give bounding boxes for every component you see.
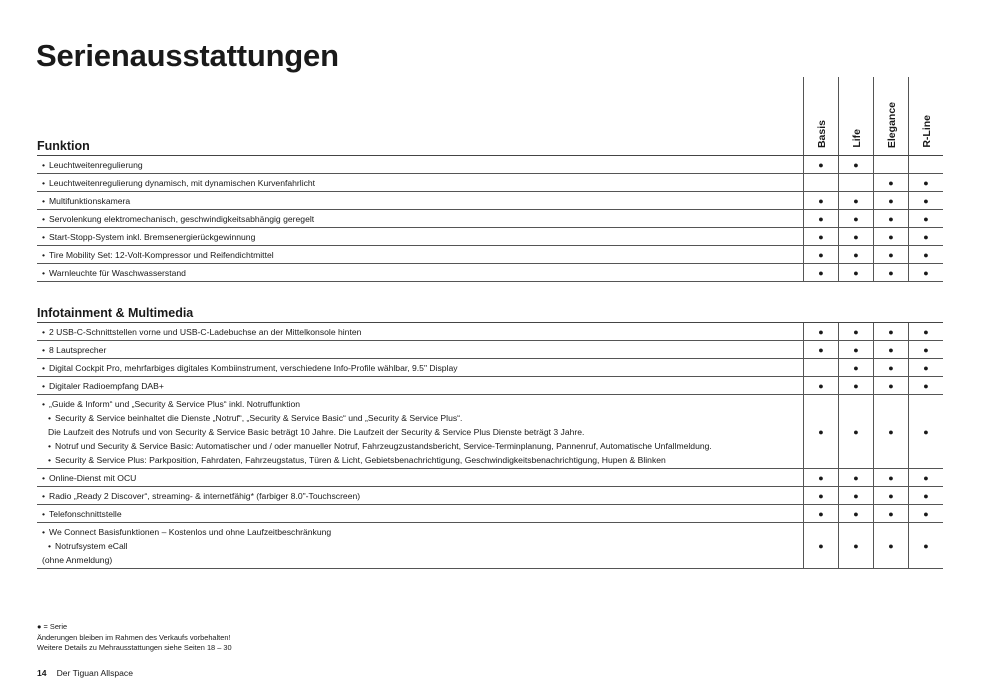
dot-icon: ●: [888, 231, 894, 242]
feature-cell: [37, 523, 803, 568]
table-row: [37, 469, 943, 487]
availability-cell: [908, 228, 943, 245]
footnote: [37, 622, 232, 654]
availability-cell: [908, 487, 943, 504]
availability-cell: [838, 377, 873, 394]
feature-cell: [37, 359, 803, 376]
table-row: [37, 377, 943, 395]
feature-cell: [37, 192, 803, 209]
availability-cell: [908, 192, 943, 209]
column-header-life: Life: [850, 129, 863, 148]
dot-icon: ●: [888, 326, 894, 337]
feature-cell: [37, 174, 803, 191]
dot-icon: ●: [853, 540, 859, 551]
availability-cell: [873, 323, 908, 340]
availability-cell: [873, 523, 908, 568]
table-row: [37, 228, 943, 246]
feature-cell: [37, 156, 803, 173]
bullet-icon: •: [42, 473, 46, 483]
dot-icon: ●: [888, 472, 894, 483]
availability-cell: [803, 359, 838, 376]
feature-cell: [37, 395, 803, 468]
availability-cell: [803, 210, 838, 227]
feature-text: Online-Dienst mit OCU: [49, 473, 137, 483]
footnote-reference: Weitere Details zu Mehrausstattungen siehe Seiten 18 – 30: [37, 643, 232, 652]
feature-text: 2 USB-C-Schnittstellen vorne und USB-C-Ladebuchse an der Mittelkonsole hinten: [49, 327, 362, 337]
availability-cell: [873, 174, 908, 191]
feature-line: [37, 453, 803, 467]
availability-cell: [838, 395, 873, 468]
feature-cell: [37, 210, 803, 227]
feature-cell: [37, 246, 803, 263]
availability-cell: [873, 264, 908, 281]
dot-icon: ●: [853, 344, 859, 355]
feature-cell: [37, 323, 803, 340]
dot-icon: ●: [853, 231, 859, 242]
table-row: [37, 523, 943, 569]
availability-cell: [908, 156, 943, 173]
availability-cell: [908, 246, 943, 263]
availability-cell: [803, 228, 838, 245]
dot-icon: ●: [37, 622, 42, 631]
feature-text: Leuchtweitenregulierung dynamisch, mit dynamischen Kurvenfahrlicht: [49, 178, 316, 188]
dot-icon: ●: [818, 472, 824, 483]
availability-cell: [803, 341, 838, 358]
dot-icon: ●: [818, 267, 824, 278]
availability-cell: [873, 156, 908, 173]
dot-icon: ●: [818, 159, 824, 170]
availability-cell: [873, 505, 908, 522]
availability-cell: [908, 523, 943, 568]
table-row: [37, 395, 943, 469]
feature-text: Notruf und Security & Service Basic: Automatischer und / oder manueller Notruf, Fahrzeugzustandsbericht, Service-Terminplanung, Pannenruf, Automatische Unfallmeldung.: [55, 441, 712, 451]
availability-cell: [908, 323, 943, 340]
feature-text: Security & Service Plus: Parkposition, Fahrdaten, Fahrzeugstatus, Türen & Licht, Gebietsbenachrichtigung, Geschwindigkeitsbenachrichtigung, Hupen & Blinken: [55, 455, 666, 465]
feature-text: (ohne Anmeldung): [42, 555, 113, 565]
feature-line: [37, 397, 803, 411]
bullet-icon: •: [42, 527, 46, 537]
bullet-icon: •: [42, 178, 46, 188]
table-row: [37, 174, 943, 192]
table-row: [37, 192, 943, 210]
dot-icon: ●: [888, 344, 894, 355]
availability-cell: [803, 174, 838, 191]
feature-line: [37, 212, 803, 226]
dot-icon: ●: [923, 362, 929, 373]
bullet-icon: •: [42, 399, 46, 409]
feature-line: [37, 158, 803, 172]
section-rows: [37, 323, 943, 569]
feature-text: Notrufsystem eCall: [55, 541, 128, 551]
availability-cell: [908, 395, 943, 468]
availability-cell: [838, 359, 873, 376]
feature-text: Warnleuchte für Waschwasserstand: [49, 268, 186, 278]
feature-text: Die Laufzeit des Notrufs und von Security & Service Basic beträgt 10 Jahre. Die Laufzeit der Security & Service Plus Dienste beträgt 3 Jahre.: [48, 427, 585, 437]
bullet-icon: •: [48, 441, 52, 451]
availability-cell: [838, 210, 873, 227]
availability-cell: [873, 469, 908, 486]
dot-icon: ●: [818, 213, 824, 224]
availability-cell: [838, 487, 873, 504]
availability-cell: [803, 246, 838, 263]
bullet-icon: •: [42, 345, 46, 355]
dot-icon: ●: [818, 426, 824, 437]
availability-cell: [838, 192, 873, 209]
dot-icon: ●: [818, 508, 824, 519]
availability-cell: [838, 341, 873, 358]
dot-icon: ●: [923, 472, 929, 483]
availability-cell: [908, 469, 943, 486]
dot-icon: ●: [818, 231, 824, 242]
feature-text: „Guide & Inform“ und „Security & Service Plus“ inkl. Notruffunktion: [49, 399, 301, 409]
feature-line: [37, 539, 803, 553]
table-row: [37, 323, 943, 341]
dot-icon: ●: [818, 380, 824, 391]
feature-text: 8 Lautsprecher: [49, 345, 107, 355]
feature-text: Digitaler Radioempfang DAB+: [49, 381, 164, 391]
availability-cell: [803, 156, 838, 173]
table-row: [37, 487, 943, 505]
bullet-icon: •: [48, 413, 52, 423]
feature-text: Tire Mobility Set: 12-Volt-Kompressor und Reifendichtmittel: [49, 250, 274, 260]
table-row: [37, 246, 943, 264]
feature-line: [37, 361, 803, 375]
feature-line: [37, 439, 803, 453]
dot-icon: ●: [923, 426, 929, 437]
bullet-icon: •: [42, 160, 46, 170]
dot-icon: ●: [818, 249, 824, 260]
dot-icon: ●: [923, 508, 929, 519]
table-row: [37, 264, 943, 282]
feature-line: [37, 379, 803, 393]
availability-cell: [908, 264, 943, 281]
dot-icon: ●: [853, 508, 859, 519]
bullet-icon: •: [42, 214, 46, 224]
column-header-basis: Basis: [815, 119, 828, 148]
feature-line: [37, 525, 803, 539]
bullet-icon: •: [48, 541, 52, 551]
bullet-icon: •: [42, 327, 46, 337]
dot-icon: ●: [853, 267, 859, 278]
dot-icon: ●: [853, 426, 859, 437]
availability-cell: [908, 505, 943, 522]
dot-icon: ●: [853, 380, 859, 391]
availability-cell: [803, 469, 838, 486]
feature-line: [37, 425, 803, 439]
availability-cell: [803, 487, 838, 504]
feature-line: [37, 325, 803, 339]
bullet-icon: •: [42, 491, 46, 501]
feature-line: [37, 266, 803, 280]
dot-icon: ●: [888, 380, 894, 391]
availability-cell: [838, 469, 873, 486]
table-row: [37, 210, 943, 228]
dot-icon: ●: [888, 267, 894, 278]
availability-cell: [838, 174, 873, 191]
bullet-icon: •: [42, 363, 46, 373]
dot-icon: ●: [818, 195, 824, 206]
feature-line: [37, 230, 803, 244]
dot-icon: ●: [818, 540, 824, 551]
availability-cell: [803, 192, 838, 209]
bullet-icon: •: [42, 381, 46, 391]
availability-cell: [803, 264, 838, 281]
availability-cell: [838, 523, 873, 568]
availability-cell: [838, 228, 873, 245]
availability-cell: [803, 395, 838, 468]
dot-icon: ●: [888, 508, 894, 519]
feature-text: Telefonschnittstelle: [49, 509, 122, 519]
availability-cell: [908, 174, 943, 191]
availability-cell: [908, 341, 943, 358]
footer-title: Der Tiguan Allspace: [56, 668, 133, 678]
availability-cell: [873, 395, 908, 468]
availability-cell: [838, 264, 873, 281]
feature-line: [37, 176, 803, 190]
feature-cell: [37, 341, 803, 358]
dot-icon: ●: [888, 362, 894, 373]
dot-icon: ●: [888, 213, 894, 224]
feature-cell: [37, 228, 803, 245]
feature-text: Digital Cockpit Pro, mehrfarbiges digitales Kombiinstrument, verschiedene Info-Profile wählbar, 9.5" Display: [49, 363, 458, 373]
feature-line: [37, 248, 803, 262]
feature-text: Servolenkung elektromechanisch, geschwindigkeitsabhängig geregelt: [49, 214, 315, 224]
availability-cell: [838, 156, 873, 173]
availability-cell: [873, 487, 908, 504]
page-footer: [37, 668, 133, 678]
feature-line: [37, 343, 803, 357]
dot-icon: ●: [853, 213, 859, 224]
footnote-legend: ● = Serie: [37, 622, 68, 631]
feature-line: [37, 553, 803, 567]
feature-text: Radio „Ready 2 Discover“, streaming- & internetfähig* (farbiger 8.0"-Touchscreen): [49, 491, 361, 501]
availability-cell: [803, 523, 838, 568]
availability-cell: [803, 505, 838, 522]
bullet-icon: •: [48, 455, 52, 465]
column-header-elegance: Elegance: [885, 101, 898, 148]
feature-cell: [37, 487, 803, 504]
dot-icon: ●: [923, 249, 929, 260]
feature-line: [37, 507, 803, 521]
dot-icon: ●: [923, 267, 929, 278]
dot-icon: ●: [888, 426, 894, 437]
feature-line: [37, 411, 803, 425]
availability-cell: [873, 246, 908, 263]
availability-cell: [838, 505, 873, 522]
dot-icon: ●: [923, 213, 929, 224]
dot-icon: ●: [818, 326, 824, 337]
dot-icon: ●: [888, 490, 894, 501]
dot-icon: ●: [923, 380, 929, 391]
dot-icon: ●: [923, 540, 929, 551]
dot-icon: ●: [923, 177, 929, 188]
bullet-icon: •: [42, 250, 46, 260]
availability-cell: [873, 210, 908, 227]
page-number: 14: [37, 668, 47, 678]
feature-text: Multifunktionskamera: [49, 196, 131, 206]
feature-text: We Connect Basisfunktionen – Kostenlos und ohne Laufzeitbeschränkung: [49, 527, 332, 537]
dot-icon: ●: [888, 540, 894, 551]
feature-cell: [37, 377, 803, 394]
dot-icon: ●: [888, 249, 894, 260]
availability-cell: [803, 323, 838, 340]
table-row: [37, 341, 943, 359]
section-title: Funktion: [37, 138, 943, 156]
feature-line: [37, 471, 803, 485]
availability-cell: [908, 377, 943, 394]
section-title: Infotainment & Multimedia: [37, 305, 943, 323]
dot-icon: ●: [923, 326, 929, 337]
availability-cell: [873, 228, 908, 245]
bullet-icon: •: [42, 232, 46, 242]
feature-line: [37, 194, 803, 208]
availability-cell: [803, 377, 838, 394]
feature-text: Start-Stopp-System inkl. Bremsenergierückgewinnung: [49, 232, 256, 242]
dot-icon: ●: [853, 362, 859, 373]
feature-cell: [37, 264, 803, 281]
dot-icon: ●: [818, 490, 824, 501]
feature-text: Leuchtweitenregulierung: [49, 160, 143, 170]
availability-cell: [908, 359, 943, 376]
availability-cell: [873, 377, 908, 394]
dot-icon: ●: [923, 344, 929, 355]
table-row: [37, 156, 943, 174]
availability-cell: [838, 246, 873, 263]
feature-line: [37, 489, 803, 503]
section-infotainment: [37, 305, 943, 569]
dot-icon: ●: [853, 249, 859, 260]
dot-icon: ●: [853, 195, 859, 206]
bullet-icon: •: [42, 509, 46, 519]
dot-icon: ●: [888, 195, 894, 206]
table-row: [37, 505, 943, 523]
bullet-icon: •: [42, 268, 46, 278]
feature-text: Security & Service beinhaltet die Dienste „Notruf“, „Security & Service Basic“ und „Security & Service Plus“.: [55, 413, 463, 423]
section-rows: [37, 156, 943, 282]
availability-cell: [838, 323, 873, 340]
availability-cell: [873, 359, 908, 376]
dot-icon: ●: [853, 326, 859, 337]
dot-icon: ●: [853, 472, 859, 483]
dot-icon: ●: [923, 490, 929, 501]
dot-icon: ●: [923, 195, 929, 206]
availability-cell: [873, 341, 908, 358]
dot-icon: ●: [853, 490, 859, 501]
page-title: Serienausstattungen: [36, 38, 339, 73]
dot-icon: ●: [888, 177, 894, 188]
availability-cell: [873, 192, 908, 209]
dot-icon: ●: [853, 159, 859, 170]
dot-icon: ●: [923, 231, 929, 242]
availability-cell: [908, 210, 943, 227]
footnote-disclaimer: Änderungen bleiben im Rahmen des Verkaufs vorbehalten!: [37, 632, 231, 642]
table-row: [37, 359, 943, 377]
column-header-r-line: R-Line: [920, 115, 933, 148]
dot-icon: ●: [818, 344, 824, 355]
feature-cell: [37, 469, 803, 486]
section-funktion: [37, 138, 943, 282]
bullet-icon: •: [42, 196, 46, 206]
feature-cell: [37, 505, 803, 522]
